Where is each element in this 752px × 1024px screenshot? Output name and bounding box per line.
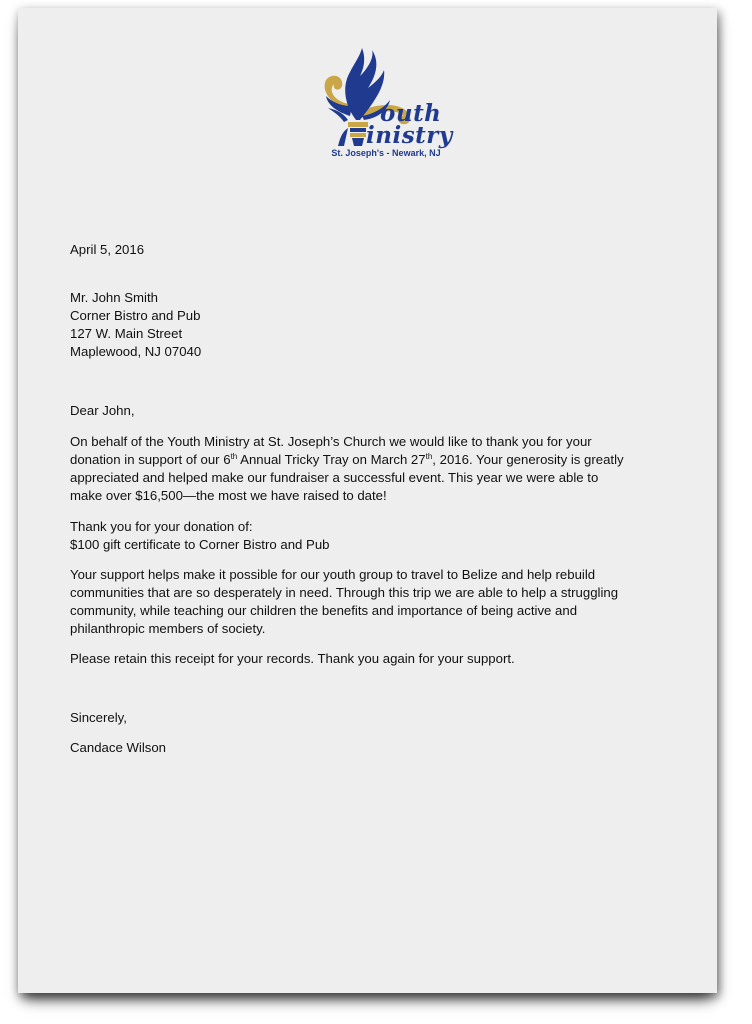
letter-page (18, 8, 717, 993)
recipient-city: Maplewood, NJ 07040 (70, 344, 202, 359)
recipient-name: Mr. John Smith (70, 290, 158, 305)
text-span: donation in support of our 6 (70, 452, 231, 467)
text-span: Annual Tricky Tray on March 27 (237, 452, 426, 467)
logo-word-outh: outh (380, 100, 442, 127)
closing: Sincerely, (70, 710, 127, 725)
recipient-street: 127 W. Main Street (70, 326, 183, 341)
ordinal-suffix: th (230, 452, 238, 461)
paragraph-line: philanthropic members of society. (70, 621, 266, 636)
donation-details (70, 518, 670, 554)
paragraph-line: community, while teaching our children the benefits and importance of being active and (70, 603, 578, 618)
paragraph-line: Your support helps make it possible for our youth group to travel to Belize and help rebuild (70, 567, 596, 582)
salutation: Dear John, (70, 403, 135, 418)
donation-intro: Thank you for your donation of: (70, 519, 253, 534)
paragraph-support (70, 566, 670, 638)
donation-item: $100 gift certificate to Corner Bistro and Pub (70, 537, 330, 552)
signature-name: Candace Wilson (70, 740, 167, 755)
youth-ministry-logo (304, 42, 464, 168)
paragraph-receipt: Please retain this receipt for your records. Thank you again for your support. (70, 651, 515, 666)
ordinal-suffix: th (425, 452, 433, 461)
logo-subtitle: St. Joseph's - Newark, NJ (331, 148, 441, 158)
text-span: , 2016. Your generosity is greatly (432, 452, 624, 467)
paragraph-line: On behalf of the Youth Ministry at St. Joseph’s Church we would like to thank you for your (70, 434, 592, 449)
paragraph-line: make over $16,500—the most we have raised to date! (70, 488, 387, 503)
paragraph-line (70, 451, 670, 469)
recipient-address (70, 289, 670, 361)
paragraph-thanks (70, 433, 670, 505)
recipient-company: Corner Bistro and Pub (70, 308, 201, 323)
logo-word-inistry: inistry (366, 122, 453, 149)
letter-date: April 5, 2016 (70, 242, 145, 257)
paragraph-line: appreciated and helped make our fundraiser a successful event. This year we were able to (70, 470, 599, 485)
paragraph-line: communities that are so desperately in need. Through this trip we are able to help a struggling (70, 585, 619, 600)
